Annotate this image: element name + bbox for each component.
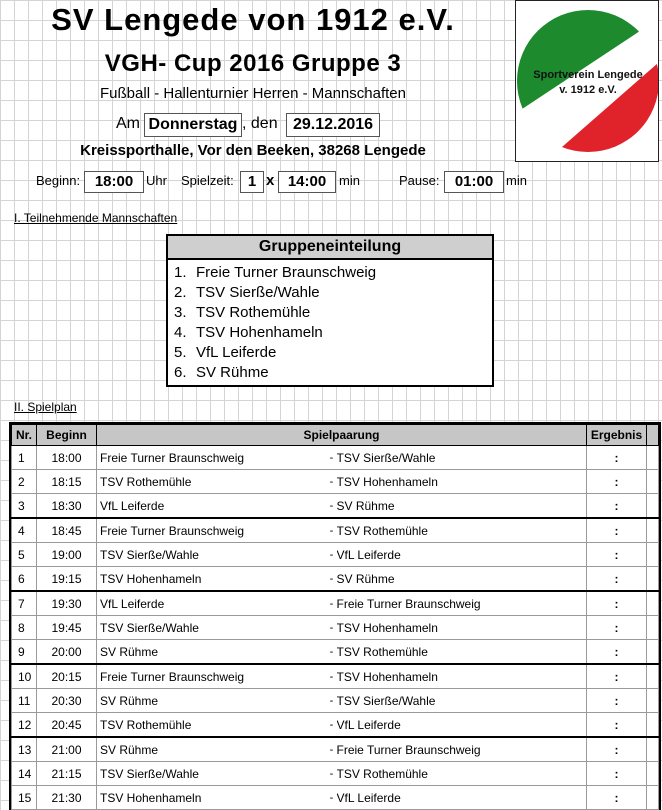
game-start-time: 18:45 [37,518,97,543]
result-cell[interactable]: : [587,786,647,810]
playtime-count: 1 [240,171,264,193]
home-team: VfL Leiferde [97,591,327,616]
schedule-row [12,518,659,543]
game-number: 11 [12,689,37,713]
pairing-dash: - [327,762,337,786]
result-spacer [647,762,659,786]
schedule-row [12,664,659,689]
away-team: TSV Rothemühle [337,640,587,665]
tournament-tagline: Fußball - Hallenturnier Herren - Mannschaften [100,85,406,102]
pairing-dash: - [327,786,337,810]
away-team: SV Rühme [337,494,587,519]
team-name: TSV Sierße/Wahle [196,284,320,301]
date-value: 29.12.2016 [286,113,380,137]
start-value: 18:00 [84,171,144,193]
result-cell[interactable]: : [587,689,647,713]
schedule-row [12,543,659,567]
result-spacer [647,494,659,519]
home-team: TSV Sierße/Wahle [97,762,327,786]
game-number: 13 [12,737,37,762]
game-number: 14 [12,762,37,786]
away-team: SV Rühme [337,567,587,592]
schedule-row [12,786,659,810]
pause-label: Pause: [399,173,440,188]
schedule-row [12,494,659,519]
game-start-time: 21:30 [37,786,97,810]
team-list-item [168,303,492,323]
teams-section-heading: I. Teilnehmende Mannschaften [14,211,178,225]
col-spacer-header [647,425,659,446]
tournament-title: VGH- Cup 2016 Gruppe 3 [104,50,402,77]
club-logo [515,0,659,162]
away-team: TSV Hohenhameln [337,664,587,689]
away-team: TSV Hohenhameln [337,616,587,640]
home-team: TSV Hohenhameln [97,786,327,810]
home-team: TSV Rothemühle [97,713,327,738]
team-number: 2. [174,284,187,301]
result-cell[interactable]: : [587,518,647,543]
pairing-dash: - [327,543,337,567]
game-start-time: 19:15 [37,567,97,592]
away-team: VfL Leiferde [337,543,587,567]
team-number: 4. [174,324,187,341]
away-team: Freie Turner Braunschweig [337,591,587,616]
pairing-dash: - [327,664,337,689]
result-cell[interactable]: : [587,543,647,567]
result-spacer [647,543,659,567]
game-number: 4 [12,518,37,543]
result-cell[interactable]: : [587,762,647,786]
result-cell[interactable]: : [587,713,647,738]
game-number: 5 [12,543,37,567]
schedule-section-heading: II. Spielplan [14,400,77,414]
pairing-dash: - [327,591,337,616]
schedule-row [12,470,659,494]
game-number: 8 [12,616,37,640]
schedule-row [12,446,659,470]
result-spacer [647,786,659,810]
schedule-row [12,713,659,738]
start-unit: Uhr [146,173,167,188]
team-number: 3. [174,304,187,321]
start-label: Beginn: [36,173,81,188]
team-name: VfL Leiferde [196,344,277,361]
result-spacer [647,689,659,713]
pairing-dash: - [327,446,337,470]
game-start-time: 20:30 [37,689,97,713]
home-team: TSV Sierße/Wahle [97,543,327,567]
team-number: 1. [174,264,187,281]
game-start-time: 20:45 [37,713,97,738]
group-box-title: Gruppeneinteilung [168,236,492,260]
pairing-dash: - [327,689,337,713]
away-team: VfL Leiferde [337,786,587,810]
home-team: SV Rühme [97,737,327,762]
game-number: 2 [12,470,37,494]
pairing-dash: - [327,567,337,592]
team-number: 5. [174,344,187,361]
pairing-dash: - [327,737,337,762]
away-team: TSV Rothemühle [337,518,587,543]
away-team: TSV Rothemühle [337,762,587,786]
col-time-header: Beginn [37,425,97,446]
game-start-time: 18:00 [37,446,97,470]
playtime-unit: min [339,173,360,188]
home-team: SV Rühme [97,689,327,713]
result-cell[interactable]: : [587,567,647,592]
game-number: 6 [12,567,37,592]
home-team: TSV Rothemühle [97,470,327,494]
club-logo-emblem [516,1,658,161]
team-list-item [168,343,492,363]
col-pairing-header: Spielpaarung [97,425,587,446]
away-team: Freie Turner Braunschweig [337,737,587,762]
playtime-label: Spielzeit: [181,173,234,188]
pairing-dash: - [327,640,337,665]
result-spacer [647,446,659,470]
schedule-row [12,616,659,640]
result-cell[interactable]: : [587,494,647,519]
result-spacer [647,591,659,616]
playtime-x: x [266,172,275,189]
home-team: Freie Turner Braunschweig [97,518,327,543]
game-start-time: 18:30 [37,494,97,519]
result-spacer [647,616,659,640]
result-spacer [647,567,659,592]
game-start-time: 21:00 [37,737,97,762]
schedule-row [12,591,659,616]
venue: Kreissporthalle, Vor den Beeken, 38268 Lengede [80,142,426,159]
away-team: VfL Leiferde [337,713,587,738]
game-start-time: 19:45 [37,616,97,640]
result-spacer [647,640,659,665]
game-number: 1 [12,446,37,470]
home-team: Freie Turner Braunschweig [97,664,327,689]
game-start-time: 18:15 [37,470,97,494]
result-cell[interactable]: : [587,640,647,665]
home-team: TSV Sierße/Wahle [97,616,327,640]
team-list-item [168,363,492,383]
result-spacer [647,737,659,762]
team-name: SV Rühme [196,364,269,381]
logo-text-line1: Sportverein Lengede [533,69,643,81]
pairing-dash: - [327,518,337,543]
page-title: SV Lengede von 1912 e.V. [51,2,455,37]
group-box [166,234,494,387]
game-start-time: 21:15 [37,762,97,786]
result-spacer [647,470,659,494]
result-cell[interactable]: : [587,446,647,470]
pairing-dash: - [327,470,337,494]
schedule-body [12,446,659,810]
game-number: 15 [12,786,37,810]
pairing-dash: - [327,616,337,640]
date-prefix: Am [116,115,140,132]
result-cell[interactable]: : [587,470,647,494]
result-spacer [647,713,659,738]
schedule-row [12,640,659,665]
schedule-row [12,689,659,713]
team-list-item [168,283,492,303]
pause-unit: min [506,173,527,188]
playtime-value: 14:00 [278,171,336,193]
weekday-value: Donnerstag [144,113,242,137]
away-team: TSV Hohenhameln [337,470,587,494]
team-name: Freie Turner Braunschweig [196,264,377,281]
result-spacer [647,664,659,689]
game-number: 10 [12,664,37,689]
col-nr-header: Nr. [12,425,37,446]
logo-text-line2: v. 1912 e.V. [559,84,617,96]
team-list [168,260,492,385]
date-separator: , den [242,115,278,132]
away-team: TSV Sierße/Wahle [337,446,587,470]
schedule-table [11,424,659,810]
game-number: 12 [12,713,37,738]
schedule-header-row [12,425,659,446]
team-name: TSV Hohenhameln [196,324,323,341]
pairing-dash: - [327,713,337,738]
home-team: SV Rühme [97,640,327,665]
game-number: 9 [12,640,37,665]
game-start-time: 19:00 [37,543,97,567]
game-start-time: 19:30 [37,591,97,616]
away-team: TSV Sierße/Wahle [337,689,587,713]
col-result-header: Ergebnis [587,425,647,446]
home-team: TSV Hohenhameln [97,567,327,592]
home-team: VfL Leiferde [97,494,327,519]
team-list-item [168,263,492,283]
home-team: Freie Turner Braunschweig [97,446,327,470]
result-cell[interactable]: : [587,616,647,640]
schedule-row [12,567,659,592]
game-number: 7 [12,591,37,616]
team-name: TSV Rothemühle [196,304,311,321]
schedule-row [12,762,659,786]
team-list-item [168,323,492,343]
result-cell[interactable]: : [587,591,647,616]
result-spacer [647,518,659,543]
game-start-time: 20:00 [37,640,97,665]
result-cell[interactable]: : [587,664,647,689]
team-number: 6. [174,364,187,381]
result-cell[interactable]: : [587,737,647,762]
pause-value: 01:00 [444,171,504,193]
schedule-row [12,737,659,762]
game-number: 3 [12,494,37,519]
pairing-dash: - [327,494,337,519]
game-start-time: 20:15 [37,664,97,689]
